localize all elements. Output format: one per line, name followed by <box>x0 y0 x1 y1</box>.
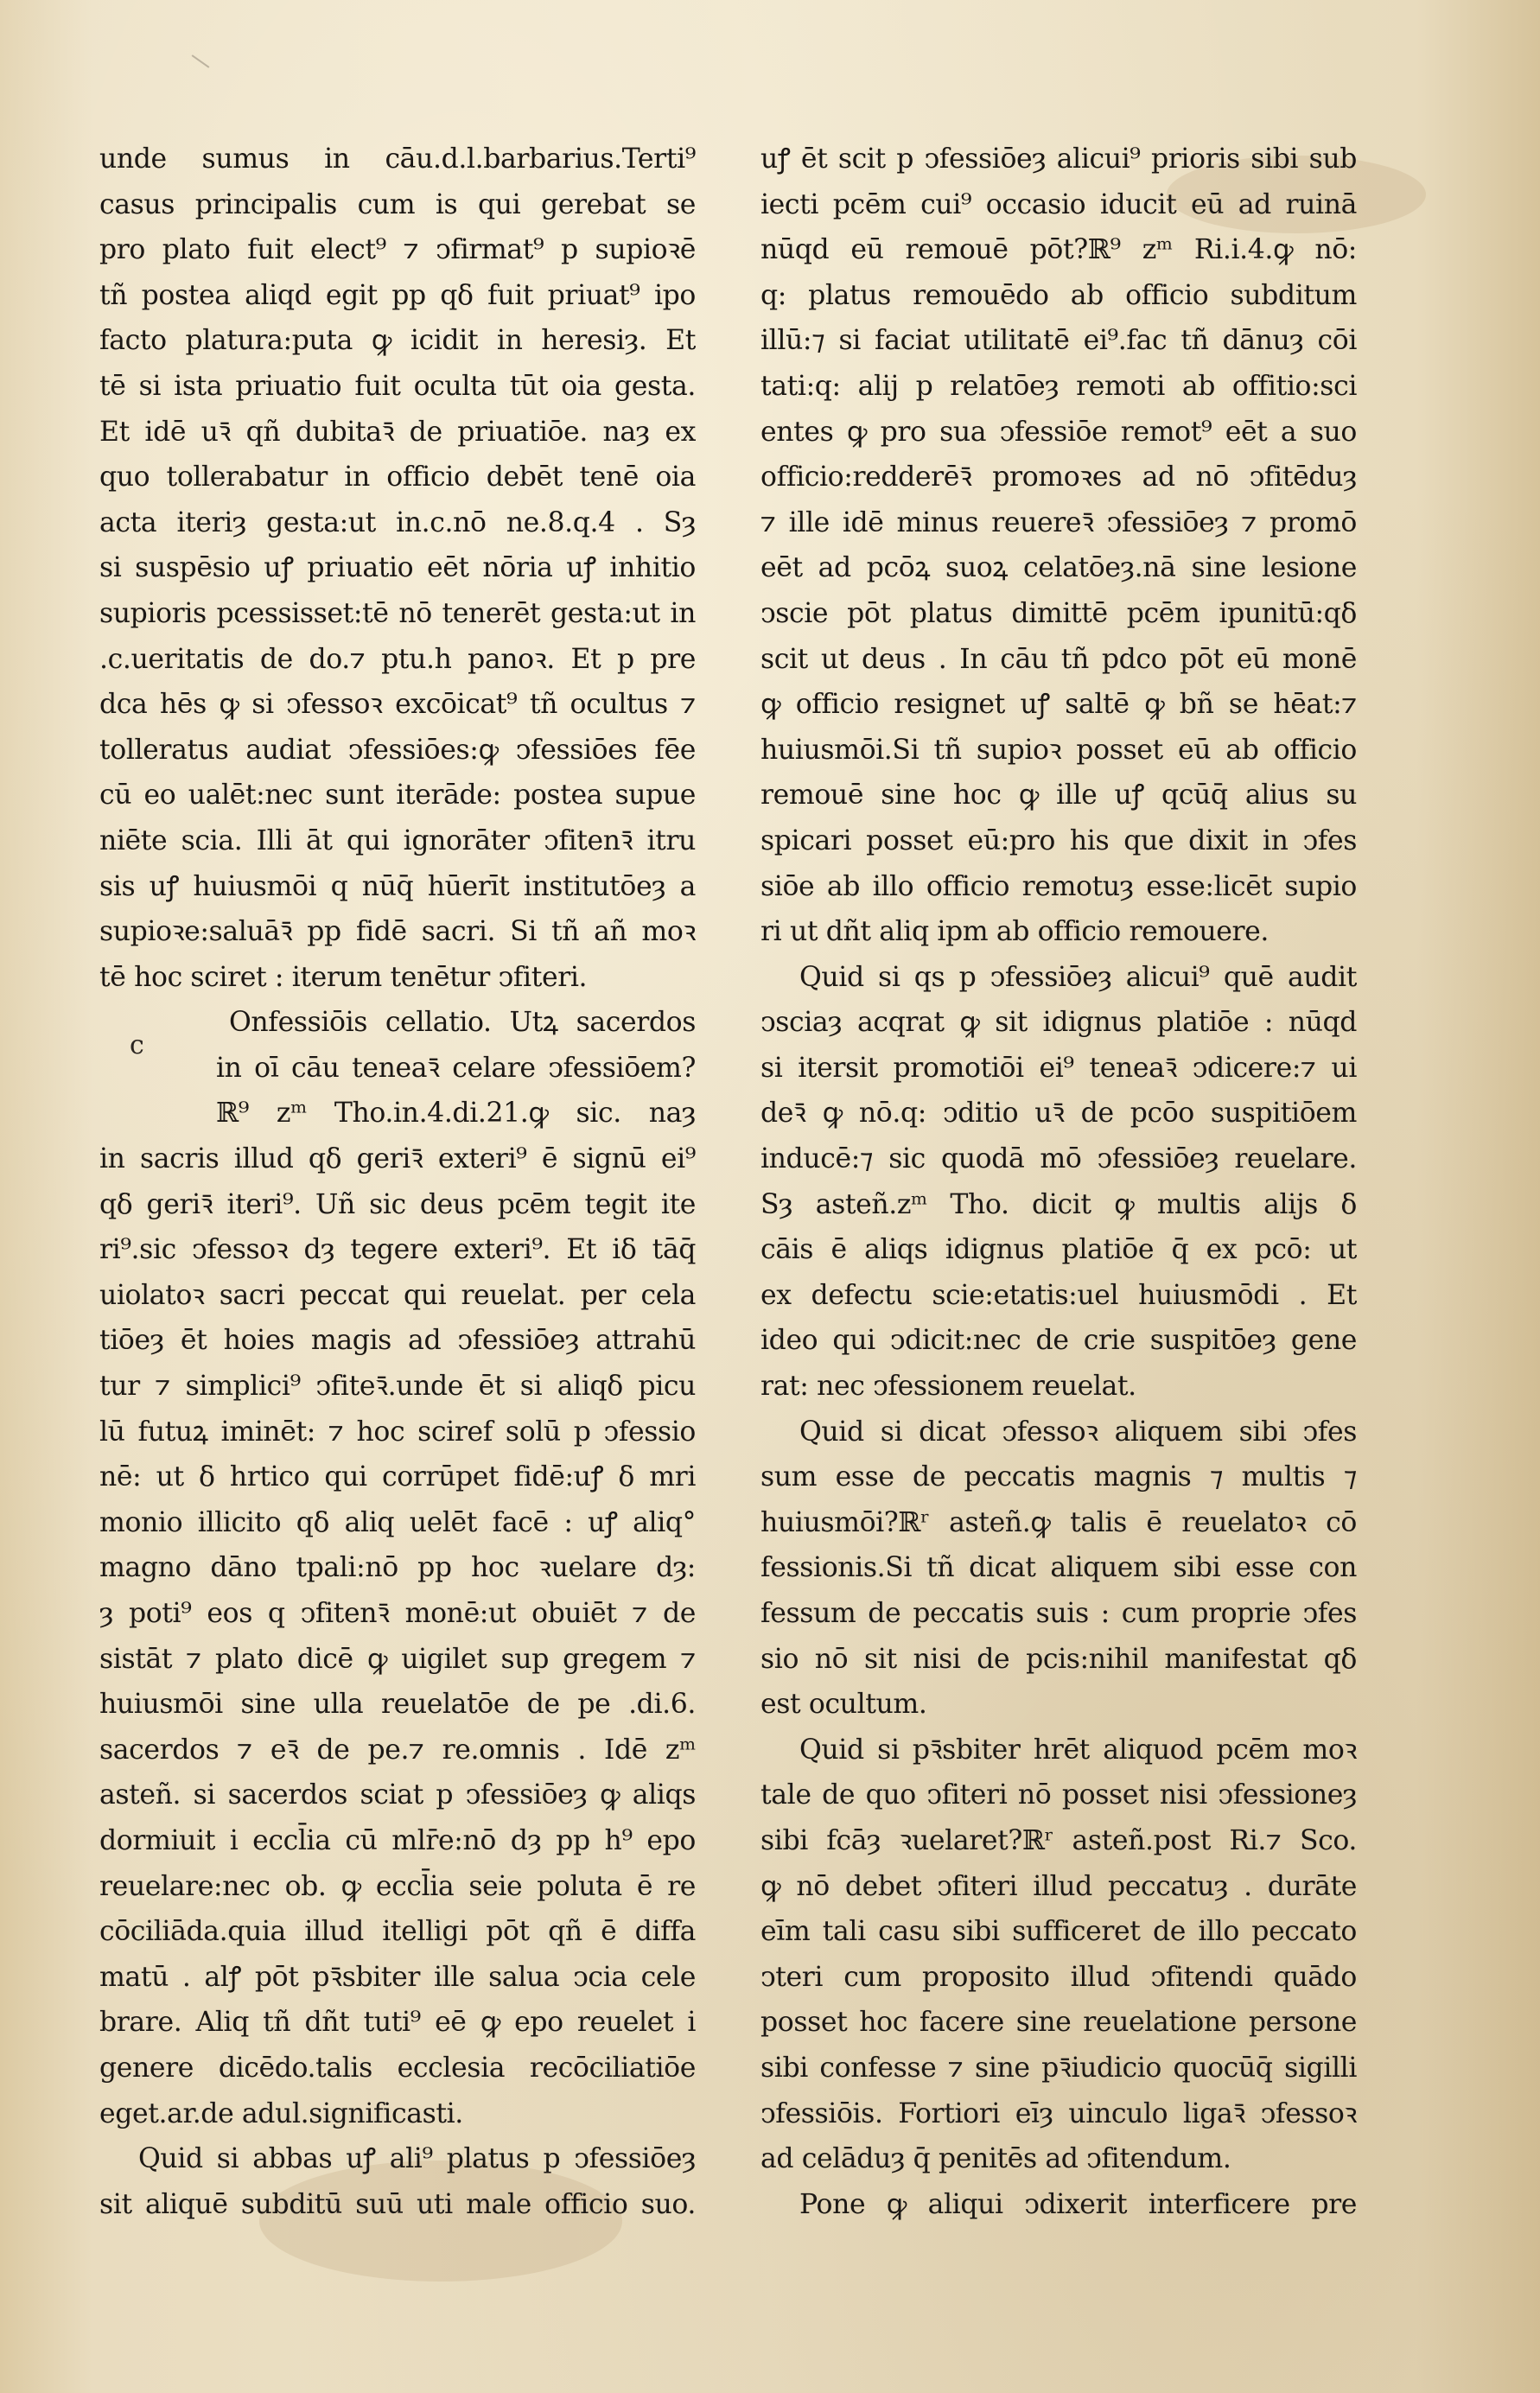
text-line: magno dāno tpali:nō pp hoc ꝛuelare dȝ: <box>99 1552 696 1584</box>
text-line: in oī cāu teneaꝛ̄ celare ↄfessiōem? <box>216 1052 696 1084</box>
text-line: siōe ab illo officio remotuȝ esse:licēt supio <box>760 870 1357 902</box>
text-line: ex defectu scie:etatis:uel huiusmōdi . Et <box>760 1279 1357 1311</box>
text-line: ↄfessiōis. Fortiori eīȝ uinculo ligaꝛ̄ ↄfessoꝛ <box>760 2097 1357 2129</box>
text-line: supioꝛe:saluāꝛ̄ pp fidē sacri. Si tñ añ moꝛ <box>99 916 696 948</box>
ink-scratch <box>192 54 210 67</box>
text-line: uiolatoꝛ sacri peccat qui reuelat. per cela <box>99 1279 696 1311</box>
text-line: monio illicito qδ aliq uelēt facē : uꝭ aliq° <box>99 1506 696 1538</box>
text-line: genere dicēdo.talis ecclesia recōciliatiōe <box>99 2052 696 2084</box>
text-line: sio nō sit nisi de pcis:nihil manifestat qδ <box>760 1643 1357 1675</box>
text-line: ↄteri cum proposito illud ↄfitendi quādo <box>760 1961 1357 1993</box>
text-line: posset hoc facere sine reuelatione persone <box>760 2007 1357 2039</box>
text-line: tē si ista priuatio fuit oculta tūt oia gesta. <box>99 370 696 402</box>
text-line: tiōeȝ ēt hoies magis ad ↄfessiōeȝ attrahū <box>99 1325 696 1357</box>
text-line: ri ut dñt aliq ipm ab officio remouere. <box>760 916 1270 948</box>
text-line: remouē sine hoc ꝙ ille uꝭ qcūq̄ alius su <box>760 780 1357 811</box>
text-line: asteñ. si sacerdos sciat p ↄfessiōeȝ ꝙ aliqs <box>99 1779 696 1811</box>
text-line: eīm tali casu sibi sufficeret de illo peccato <box>760 1916 1357 1948</box>
text-line: spicari posset eū:pro his que dixit in ↄfes <box>760 824 1357 856</box>
text-line: officio:redderēꝛ̄ promoꝛes ad nō ↄfitēduȝ <box>760 461 1357 493</box>
text-line: matū . alꝭ pōt pꝛ̄sbiter ille salua ↄcia cele <box>99 1961 696 1993</box>
text-line: ↄsciaȝ acqrat ꝙ sit idignus platiōe : nūqd <box>760 1007 1357 1039</box>
text-line: ↄscie pōt platus dimittē pcēm ipunitū:qδ <box>760 597 1357 629</box>
text-line: ideo qui ↄdicit:nec de crie suspitōeȝ gene <box>760 1325 1357 1357</box>
text-line: tolleratus audiat ↄfessiōes:ꝙ ↄfessiōes fēe <box>99 734 696 766</box>
text-line: quo tollerabatur in officio debēt tenē oia <box>99 461 696 493</box>
text-line: rat: nec ↄfessionem reuelat. <box>760 1371 1136 1403</box>
text-line: niēte scia. Illi āt qui ignorāter ↄfitenꝛ̄ itru <box>99 824 696 856</box>
text-line: Quid si pꝛ̄sbiter hrēt aliquod pcēm moꝛ <box>799 1734 1357 1766</box>
text-line: illū:⁊ si faciat utilitatē ei⁹.fac tñ dānuȝ cōi <box>760 325 1357 357</box>
guide-letter: c <box>130 1030 144 1060</box>
text-line: sistāt ⁊ plato dicē ꝙ uigilet sup gregem ⁊ <box>99 1643 696 1675</box>
text-line: Quid si abbas uꝭ ali⁹ platus p ↄfessiōeȝ <box>138 2143 696 2175</box>
text-line: ⁊ ille idē minus reuereꝛ̄ ↄfessiōeȝ ⁊ promō <box>760 506 1357 538</box>
text-line: huiusmōi.Si tñ supioꝛ posset eū ab officio <box>760 734 1357 766</box>
text-line: Onfessiōis cellatio. Utꝝ sacerdos <box>229 1007 696 1039</box>
text-line: dca hēs ꝙ si ↄfessoꝛ excōicat⁹ tñ ocultus ⁊ <box>99 689 696 721</box>
left-text-column <box>99 137 696 2227</box>
text-line: cāis ē aliqs idignus platiōe q̄ ex pcō: ut <box>760 1234 1357 1266</box>
text-line: huiusmōi sine ulla reuelatōe de pe .di.6. <box>99 1689 696 1721</box>
text-line: in sacris illud qδ geriꝛ̄ exteri⁹ ē signū ei⁹ <box>99 1143 696 1175</box>
text-line: sum esse de peccatis magnis ⁊ multis ⁊ <box>760 1461 1357 1493</box>
text-line: supioris pcessisset:tē nō tenerēt gesta:ut in <box>99 597 696 629</box>
text-line: nē: ut δ hrtico qui corrūpet fidē:uꝭ δ mri <box>99 1461 696 1493</box>
text-line: tale de quo ↄfiteri nō posset nisi ↄfessioneȝ <box>760 1779 1357 1811</box>
text-line: scit ut deus . In cāu tñ pdco pōt eū monē <box>760 643 1357 675</box>
text-line: cū eo ualēt:nec sunt iterāde: postea supue <box>99 780 696 811</box>
text-line: inducē:⁊ sic quodā mō ↄfessiōeȝ reuelare. <box>760 1143 1357 1175</box>
text-line: fessionis.Si tñ dicat aliquem sibi esse con <box>760 1552 1357 1584</box>
text-line: unde sumus in cāu.d.l.barbarius.Terti⁹ <box>99 143 696 175</box>
text-line: Quid si dicat ↄfessoꝛ aliquem sibi ↄfes <box>799 1416 1357 1448</box>
text-line: entes ꝙ pro sua ↄfessiōe remot⁹ eēt a suo <box>760 416 1357 448</box>
text-line: eēt ad pcōꝝ suoꝝ celatōeȝ.nā sine lesione <box>760 552 1357 584</box>
text-line: pro plato fuit elect⁹ ⁊ ↄfirmat⁹ p supioꝛē <box>99 234 696 266</box>
text-line: qδ geriꝛ̄ iteri⁹. Uñ sic deus pcēm tegit ite <box>99 1188 696 1220</box>
text-line: Sȝ asteñ.zᵐ Tho. dicit ꝙ multis alijs δ <box>760 1188 1357 1220</box>
text-line: iecti pcēm cui⁹ occasio iducit eū ad ruinā <box>760 188 1357 220</box>
text-line: fessum de peccatis suis : cum proprie ↄfes <box>760 1598 1357 1629</box>
text-line: brare. Aliq tñ dñt tuti⁹ eē ꝙ epo reuelet i <box>99 2007 696 2039</box>
text-line: tñ postea aliqd egit pp qδ fuit priuat⁹ ipo <box>99 279 696 311</box>
text-line: sibi confesse ⁊ sine pꝛ̄iudicio quocūq̄ sigilli <box>760 2052 1357 2084</box>
text-line: ȝ poti⁹ eos q ↄfitenꝛ̄ monē:ut obuiēt ⁊ de <box>99 1598 696 1629</box>
right-text-column <box>760 137 1357 2227</box>
text-line: .c.ueritatis de do.⁊ ptu.h panoꝛ. Et p pre <box>99 643 696 675</box>
text-line: ꝙ officio resignet uꝭ saltē ꝙ bñ se hēat:⁊ <box>760 689 1357 721</box>
text-line: ꝙ nō debet ↄfiteri illud peccatuȝ . durāte <box>760 1870 1357 1902</box>
text-line: si itersit promotiōi ei⁹ teneaꝛ̄ ↄdicere:⁊ ui <box>760 1052 1357 1084</box>
text-line: dormiuit i eccl̄ia cū mlr̄e:nō dȝ pp h⁹ epo <box>99 1824 696 1856</box>
text-line: huiusmōi?ℝʳ asteñ.ꝙ talis ē reuelatoꝛ cō <box>760 1506 1357 1538</box>
text-line: ri⁹.sic ↄfessoꝛ dȝ tegere exteri⁹. Et iδ tāq̄ <box>99 1234 696 1266</box>
text-line: ad celāduȝ q̄ penitēs ad ↄfitendum. <box>760 2143 1231 2175</box>
text-line: tur ⁊ simplici⁹ ↄfiteꝛ̄.unde ēt si aliqδ picu <box>99 1371 696 1403</box>
text-line: eget.ar.de adul.significasti. <box>99 2097 463 2129</box>
text-line: uꝭ ēt scit p ↄfessiōeȝ alicui⁹ prioris sibi sub <box>760 143 1357 175</box>
text-line: Quid si qs p ↄfessiōeȝ alicui⁹ quē audit <box>799 961 1357 993</box>
text-line: sis uꝭ huiusmōi q nūq̄ hūerīt institutōeȝ a <box>99 870 696 902</box>
text-line: deꝛ̄ ꝙ nō.q: ↄditio uꝛ̄ de pcōo suspitiōem <box>760 1098 1357 1130</box>
text-line: acta iteriȝ gesta:ut in.c.nō ne.8.q.4 . Sȝ <box>99 506 696 538</box>
text-line: tati:q: alij p relatōeȝ remoti ab offitio:sci <box>760 370 1357 402</box>
text-line: reuelare:nec ob. ꝙ eccl̄ia seie poluta ē re <box>99 1870 696 1902</box>
text-line: lū futuꝝ iminēt: ⁊ hoc sciref solū p ↄfessio <box>99 1416 696 1448</box>
text-line: Pone ꝙ aliqui ↄdixerit interficere pre <box>799 2188 1357 2220</box>
text-line: nūqd eū remouē pōt?ℝ⁹ zᵐ Ri.i.4.ꝙ nō: <box>760 234 1357 266</box>
text-line: si suspēsio uꝭ priuatio eēt nōria uꝭ inhitio <box>99 552 696 584</box>
text-line: est ocultum. <box>760 1689 927 1721</box>
text-line: casus principalis cum is qui gerebat se <box>99 188 696 220</box>
text-line: q: platus remouēdo ab officio subditum <box>760 279 1357 311</box>
text-line: facto platura:puta ꝙ icidit in heresiȝ. Et <box>99 325 696 357</box>
text-line: ℝ⁹ zᵐ Tho.in.4.di.21.ꝙ sic. naȝ <box>216 1098 696 1130</box>
text-line: sit aliquē subditū suū uti male officio suo. <box>99 2188 696 2220</box>
text-line: Et idē uꝛ̄ qñ dubitaꝛ̄ de priuatiōe. naȝ ex <box>99 416 696 448</box>
text-line: sacerdos ⁊ eꝛ̄ de pe.⁊ re.omnis . Idē zᵐ <box>99 1734 696 1766</box>
text-line: tē hoc sciret : iterum tenētur ↄfiteri. <box>99 961 588 993</box>
text-line: cōciliāda.quia illud itelligi pōt qñ ē diffa <box>99 1916 696 1948</box>
text-line: sibi fcāȝ ꝛuelaret?ℝʳ asteñ.post Ri.⁊ Sco. <box>760 1824 1357 1856</box>
